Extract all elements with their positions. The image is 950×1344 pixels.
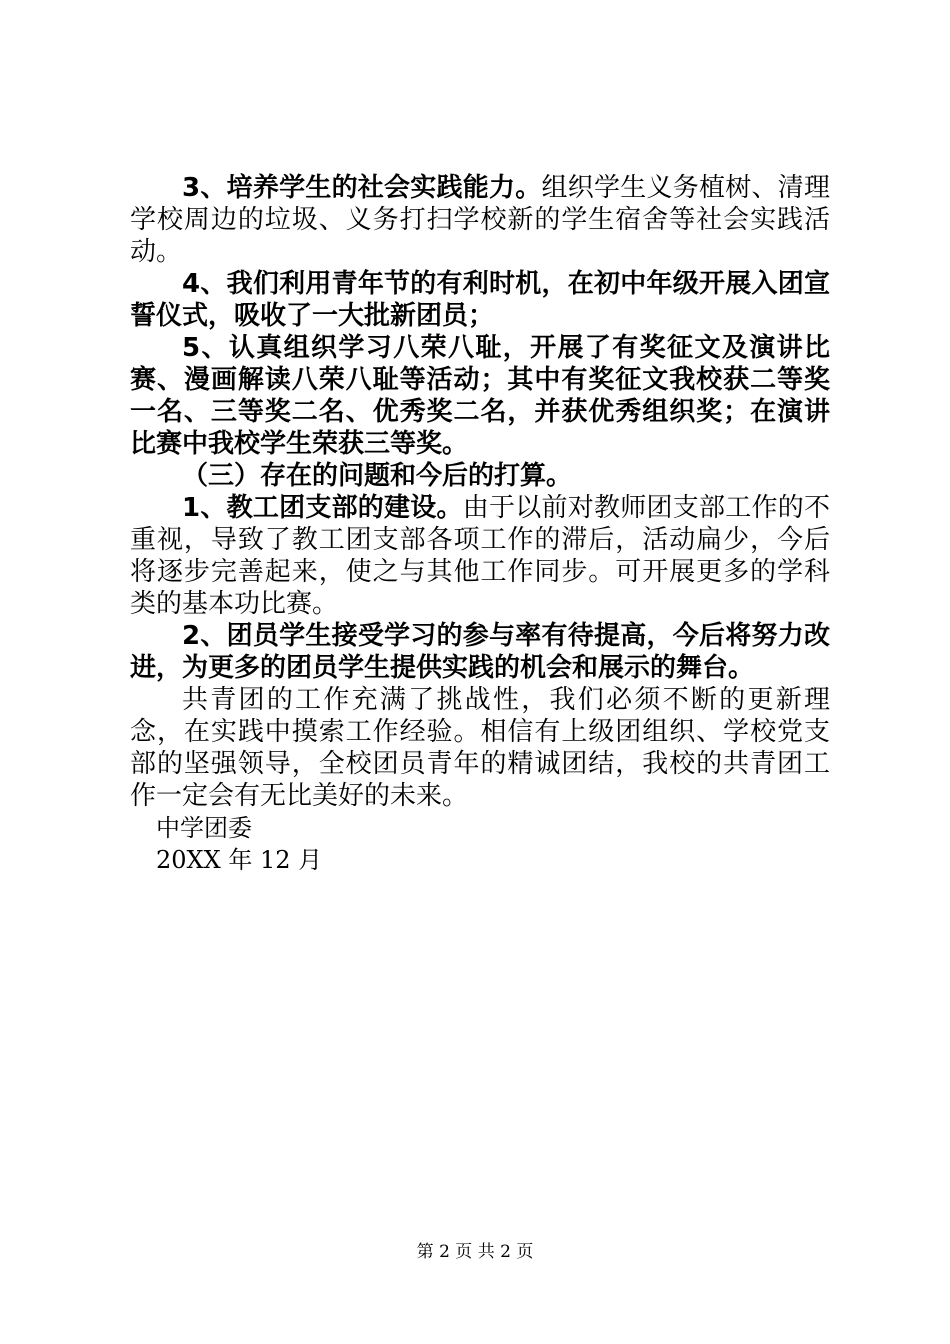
paragraph-item-4 [130, 268, 830, 332]
paragraph-text: 4、我们利用青年节的有利时机，在初中年级开展入团宣誓仪式，吸收了一大批新团员； [130, 269, 830, 331]
paragraph-text: 共青团的工作充满了挑战性，我们必须不断的更新理念，在实践中摸索工作经验。相信有上级团组织、学校党支部的坚强领导，全校团员青年的精诚团结，我校的共青团工作一定会有无比美好的未来。 [130, 685, 830, 811]
paragraph-lead: 1、教工团支部的建设。 [182, 493, 463, 523]
paragraph-text: 5、认真组织学习八荣八耻，开展了有奖征文及演讲比赛、漫画解读八荣八耻等活动；其中有奖征文我校获二等奖一名、三等奖二名、优秀奖二名，并获优秀组织奖；在演讲比赛中我校学生荣获三等奖。 [130, 333, 830, 459]
section-heading-text: （三）存在的问题和今后的打算。 [182, 461, 573, 491]
paragraph-problem-1 [130, 492, 830, 620]
signature-org: 中学团委 [156, 814, 252, 842]
signature-date: 20XX 年 12 月 [156, 846, 323, 874]
paragraph-text: 组织学生义务植树、清理学校周边的垃圾、义务打扫学校新的学生宿舍等社会实践活动。 [130, 173, 830, 267]
section-heading [130, 460, 830, 492]
document-body [130, 172, 830, 876]
paragraph-lead: 3、培养学生的社会实践能力。 [182, 173, 542, 203]
paragraph-item-5 [130, 332, 830, 460]
paragraph-text: 2、团员学生接受学习的参与率有待提高，今后将努力改进，为更多的团员学生提供实践的机会和展示的舞台。 [130, 621, 830, 683]
page-footer: 第 2 页 共 2 页 [416, 1242, 534, 1262]
paragraph-text: 由于以前对教师团支部工作的不重视，导致了教工团支部各项工作的滞后，活动扁少，今后将逐步完善起来，使之与其他工作同步。可开展更多的学科类的基本功比赛。 [130, 493, 830, 619]
paragraph-closing [130, 684, 830, 812]
paragraph-item-3 [130, 172, 830, 268]
paragraph-problem-2 [130, 620, 830, 684]
